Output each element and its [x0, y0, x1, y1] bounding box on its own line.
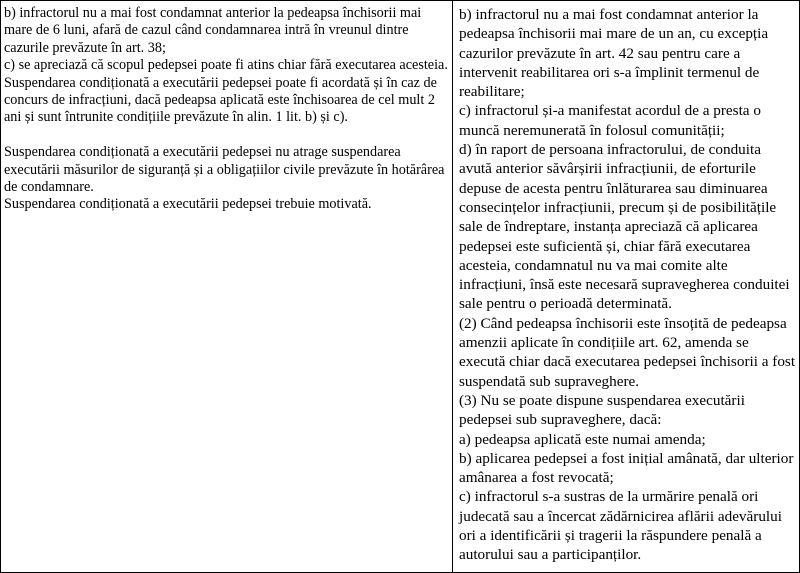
- left-paragraph-masuri: Suspendarea condiționată a executării pedepsei nu atrage suspendarea executării măsurilor de siguranță și a obligațiilor civile prevăzute în hotărârea de condamnare.: [4, 144, 445, 196]
- left-paragraph-concurs: Suspendarea condiționată a executării pedepsei poate fi acordată și în caz de concurs de infracțiuni, dacă pedeapsa aplicată este închisoarea de cel mult 2 ani și sunt întrunite condițiile prevăzute în alin. 1 lit. b) și c).: [4, 74, 437, 126]
- left-column: [1, 1, 453, 572]
- right-paragraph-3: (3) Nu se poate dispune suspendarea executării pedepsei sub supraveghere, dacă:: [459, 391, 745, 429]
- left-paragraph-c: c) se apreciază că scopul pedepsei poate fi atins chiar fără executarea acesteia.: [4, 57, 448, 74]
- left-paragraph-b: b) infractorul nu a mai fost condamnat anterior la pedeapsa închisorii mai mare de 6 luni, afară de cazul când condamnarea intră în vreunul dintre cazurile prevăzute în art. 38;: [4, 5, 422, 56]
- right-paragraph-b: b) infractorul nu a mai fost condamnat anterior la pedeapsa închisorii mai mare de un an, cu excepția cazurilor prevăzute în art. 42 sau pentru care a intervenit reabilitarea ori s-a împlinit termenul de reabilitare;: [459, 6, 769, 101]
- right-paragraph-2: (2) Când pedeapsa închisorii este însoțită de pedeapsa amenzii aplicate în condițiile art. 62, amenda se execută chiar dacă executarea pedepsei închisorii a fost suspendată sub supraveghere.: [459, 314, 796, 390]
- right-paragraph-3c: c) infractorul s-a sustras de la urmărire penală ori judecată sau a încercat zădărnicirea aflării adevărului ori a identificării și tragerii la răspundere penală a autorului sau a participanților.: [459, 488, 782, 564]
- right-paragraph-c: c) infractorul și-a manifestat acordul de a presta o muncă neremunerată în folosul comunității;: [459, 102, 761, 139]
- right-column: [453, 1, 799, 572]
- right-paragraph-3a: a) pedeapsa aplicată este numai amenda;: [459, 430, 706, 448]
- left-paragraph-motivata: Suspendarea condiționată a executării pedepsei trebuie motivată.: [4, 196, 372, 213]
- right-paragraph-d: d) în raport de persoana infractorului, de conduita avută anterior săvârșirii infracțiunii, de eforturile depuse de acesta pentru înlăturarea sau diminuarea consecințelor infracțiunii, precum și de posibilitățile sale de îndreptare, instanța apreciază că aplicarea pedepsei este suficientă și, chiar fără executarea acesteia, condamnatul nu va mai comite alte infracțiuni, însă este necesară supravegherea conduitei sale pentru o perioadă determinată.: [459, 141, 790, 313]
- right-paragraph-3b: b) aplicarea pedepsei a fost inițial amânată, dar ulterior amânarea a fost revocată;: [459, 449, 794, 487]
